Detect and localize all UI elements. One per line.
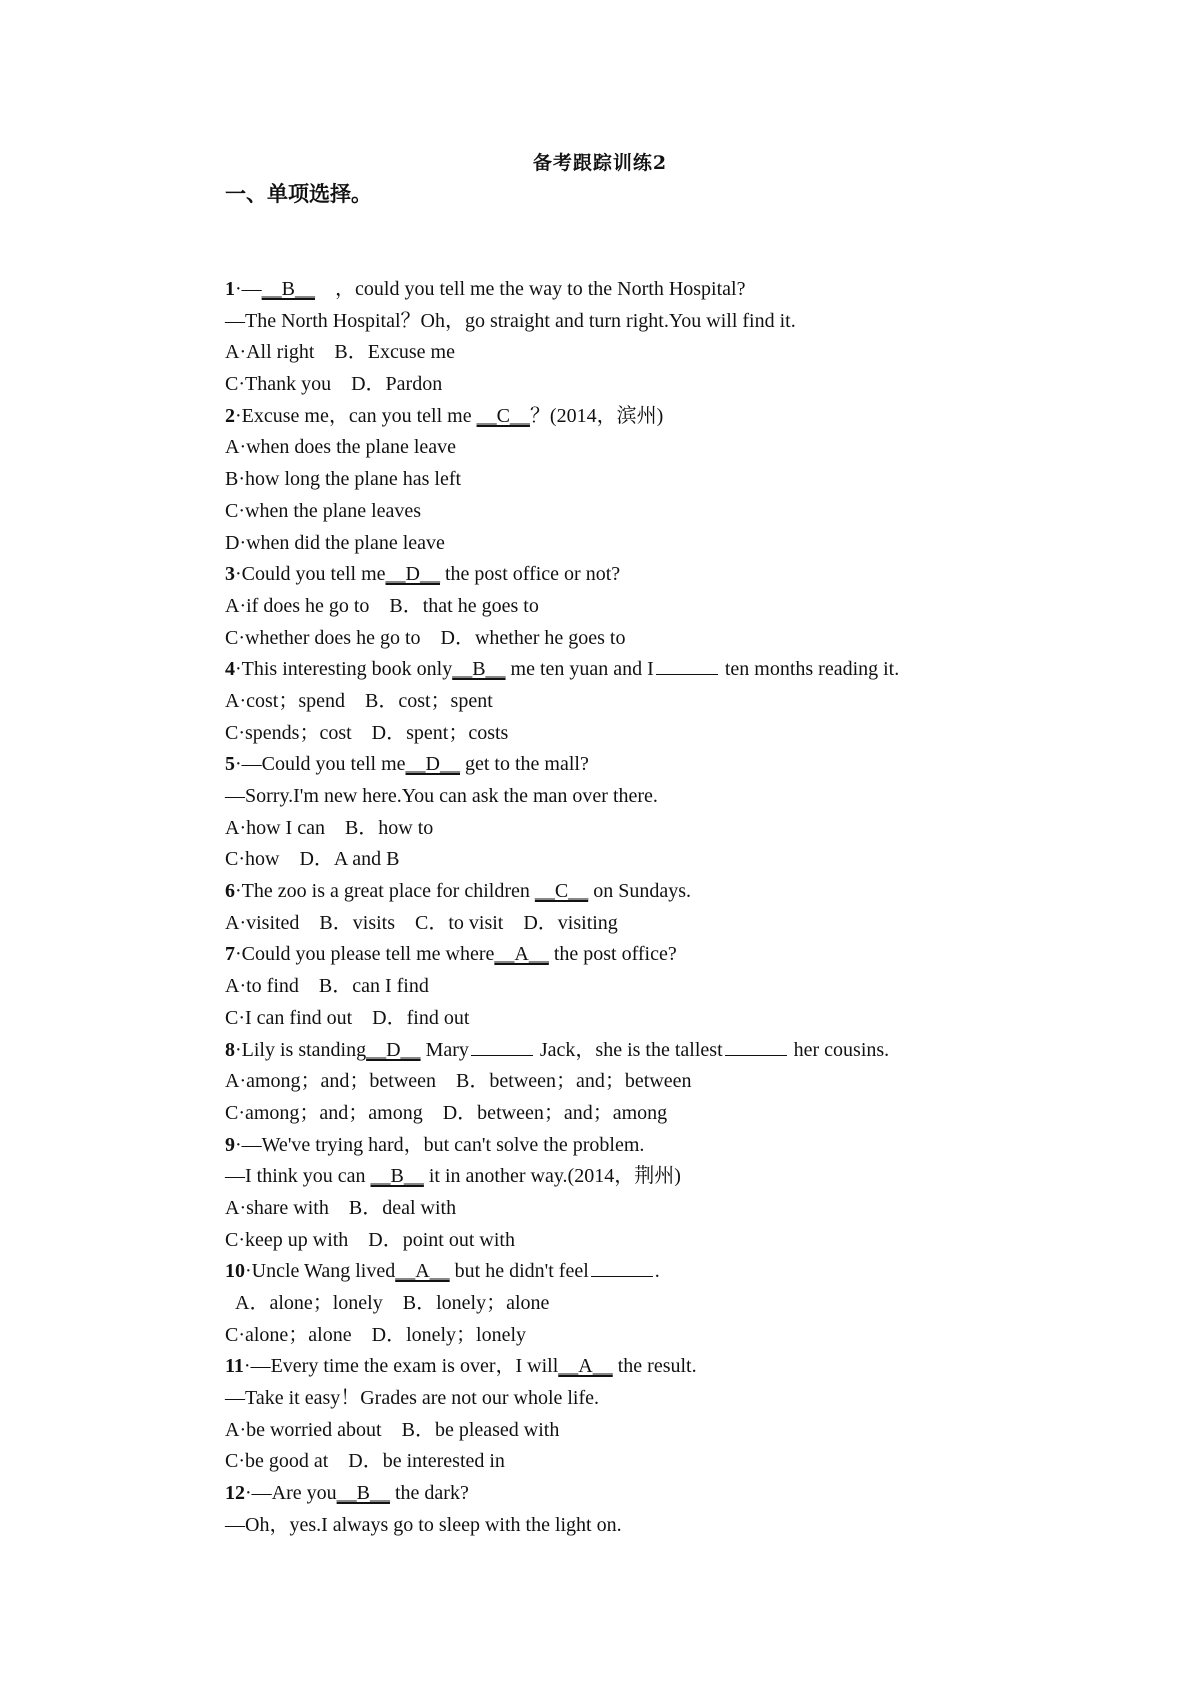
question-10-options-ab: A．alone；lonely B．lonely；alone	[235, 1292, 550, 1314]
answer-blank: __D__	[366, 1038, 421, 1061]
stem-text: ·—Every time the exam is over，I will	[243, 1355, 559, 1378]
question-11-stem	[225, 1351, 1155, 1383]
answer-blank: __B__	[370, 1165, 424, 1188]
stem-text: ·—	[235, 278, 262, 300]
stem-text: ·This interesting book only	[235, 658, 453, 681]
answer-blank: __A__	[395, 1260, 450, 1283]
question-number: 9	[225, 1133, 235, 1156]
stem-text: me ten yuan and I	[505, 658, 654, 681]
question-number: 1	[225, 278, 235, 300]
question-1-stem	[225, 274, 1155, 306]
question-1-options-cd: C·Thank you D．Pardon	[225, 373, 443, 396]
answer-blank: __B__	[261, 278, 316, 300]
question-7-stem	[225, 939, 1155, 971]
empty-blank	[471, 1037, 533, 1056]
question-9-options-cd: C·keep up with D．point out with	[225, 1228, 515, 1251]
stem-text: the result.	[612, 1355, 697, 1378]
question-5-options-ab: A·how I can B．how to	[225, 816, 434, 839]
question-number: 10	[225, 1260, 245, 1283]
stem-text: ten months reading it.	[719, 658, 900, 681]
question-list	[225, 274, 1155, 1542]
question-number: 6	[225, 880, 235, 903]
stem-text: ·Lily is standing	[235, 1038, 367, 1061]
stem-text: ·The zoo is a great place for children	[235, 880, 535, 903]
question-number: 7	[225, 943, 235, 966]
stem-text: ？(2014，滨州)	[529, 404, 664, 427]
question-7-options-cd: C·I can find out D．find out	[225, 1006, 470, 1029]
question-1-dialogue: —The North Hospital？Oh，go straight and turn right.You will find it.	[225, 309, 796, 332]
question-8-options-cd: C·among；and；among D．between；and；among	[225, 1101, 668, 1124]
question-4-stem	[225, 654, 1155, 686]
question-3-options-cd: C·whether does he go to D．whether he goes to	[225, 626, 626, 649]
question-9-stem	[225, 1130, 1155, 1162]
question-9-options-ab: A·share with B．deal with	[225, 1196, 457, 1219]
answer-blank: __B__	[336, 1482, 390, 1505]
stem-text: on Sundays.	[588, 880, 691, 903]
stem-text: get to the mall?	[460, 753, 589, 776]
stem-text: it in another way.(2014，荆州)	[423, 1165, 681, 1188]
page-title: 备考跟踪训练2	[532, 152, 668, 174]
stem-text: ·—Are you	[245, 1482, 337, 1505]
stem-text: her cousins.	[788, 1038, 890, 1061]
stem-text: ·—We've trying hard，but can't solve the problem.	[235, 1133, 645, 1156]
question-number: 3	[225, 563, 235, 586]
question-2-option-a: A·when does the plane leave	[225, 436, 457, 459]
question-8-stem	[225, 1035, 1155, 1067]
question-9-dialogue	[225, 1161, 1155, 1193]
question-2-option-b: B·how long the plane has left	[225, 468, 462, 491]
question-number: 11	[225, 1355, 244, 1378]
question-number: 8	[225, 1038, 235, 1061]
stem-text: the post office or not?	[440, 563, 621, 586]
stem-text: the post office?	[548, 943, 677, 966]
question-2-stem	[225, 401, 1155, 433]
answer-blank: __A__	[558, 1355, 613, 1378]
empty-blank	[725, 1037, 787, 1056]
question-2-option-d: D·when did the plane leave	[225, 531, 445, 554]
stem-text: ·—Could you tell me	[235, 753, 406, 776]
question-number: 2	[225, 404, 235, 427]
question-3-stem	[225, 559, 1155, 591]
question-12-dialogue: —Oh，yes.I always go to sleep with the light on.	[225, 1513, 622, 1536]
answer-blank: __D__	[385, 563, 440, 586]
section-heading: 一、单项选择。	[225, 182, 372, 206]
stem-text: but he didn't feel	[449, 1260, 589, 1283]
stem-text: ·Could you tell me	[235, 563, 386, 586]
stem-text: ·Could you please tell me where	[235, 943, 495, 966]
question-5-stem	[225, 749, 1155, 781]
question-10-options-cd: C·alone；alone D．lonely；lonely	[225, 1323, 527, 1346]
answer-blank: __B__	[452, 658, 506, 681]
stem-text: ·Uncle Wang lived	[245, 1260, 396, 1283]
stem-text: Mary	[420, 1038, 469, 1061]
question-6-stem	[225, 876, 1155, 908]
stem-text: ，could you tell me the way to the North Hospital?	[335, 278, 746, 300]
answer-blank: __A__	[494, 943, 549, 966]
question-6-options: A·visited B．visits C．to visit D．visiting	[225, 911, 618, 934]
question-number: 4	[225, 658, 235, 681]
question-10-stem	[225, 1256, 1155, 1288]
stem-text: .	[654, 1260, 660, 1283]
empty-blank	[656, 656, 718, 675]
answer-blank: __D__	[405, 753, 460, 776]
question-11-dialogue: —Take it easy！Grades are not our whole life.	[225, 1387, 600, 1410]
question-2-option-c: C·when the plane leaves	[225, 499, 422, 522]
question-number: 12	[225, 1482, 245, 1505]
question-5-dialogue: —Sorry.I'm new here.You can ask the man over there.	[225, 785, 658, 807]
question-1-options-ab: A·All right B．Excuse me	[225, 341, 455, 364]
question-11-options-ab: A·be worried about B．be pleased with	[225, 1418, 560, 1441]
empty-blank	[591, 1258, 653, 1277]
answer-blank: __C__	[534, 880, 589, 903]
question-8-options-ab: A·among；and；between B．between；and；between	[225, 1070, 692, 1093]
question-number: 5	[225, 753, 235, 776]
question-4-options-ab: A·cost；spend B．cost；spent	[225, 689, 493, 712]
answer-blank: __C__	[476, 404, 530, 427]
question-4-options-cd: C·spends；cost D．spent；costs	[225, 721, 509, 744]
question-11-options-cd: C·be good at D．be interested in	[225, 1450, 505, 1473]
stem-text: Jack，she is the tallest	[534, 1038, 723, 1061]
stem-text: the dark?	[389, 1482, 469, 1505]
question-12-stem	[225, 1478, 1155, 1510]
question-5-options-cd: C·how D．A and B	[225, 848, 400, 871]
stem-text: —I think you can	[225, 1165, 371, 1188]
question-3-options-ab: A·if does he go to B．that he goes to	[225, 594, 539, 617]
stem-text: ·Excuse me，can you tell me	[235, 404, 477, 427]
question-7-options-ab: A·to find B．can I find	[225, 975, 429, 998]
